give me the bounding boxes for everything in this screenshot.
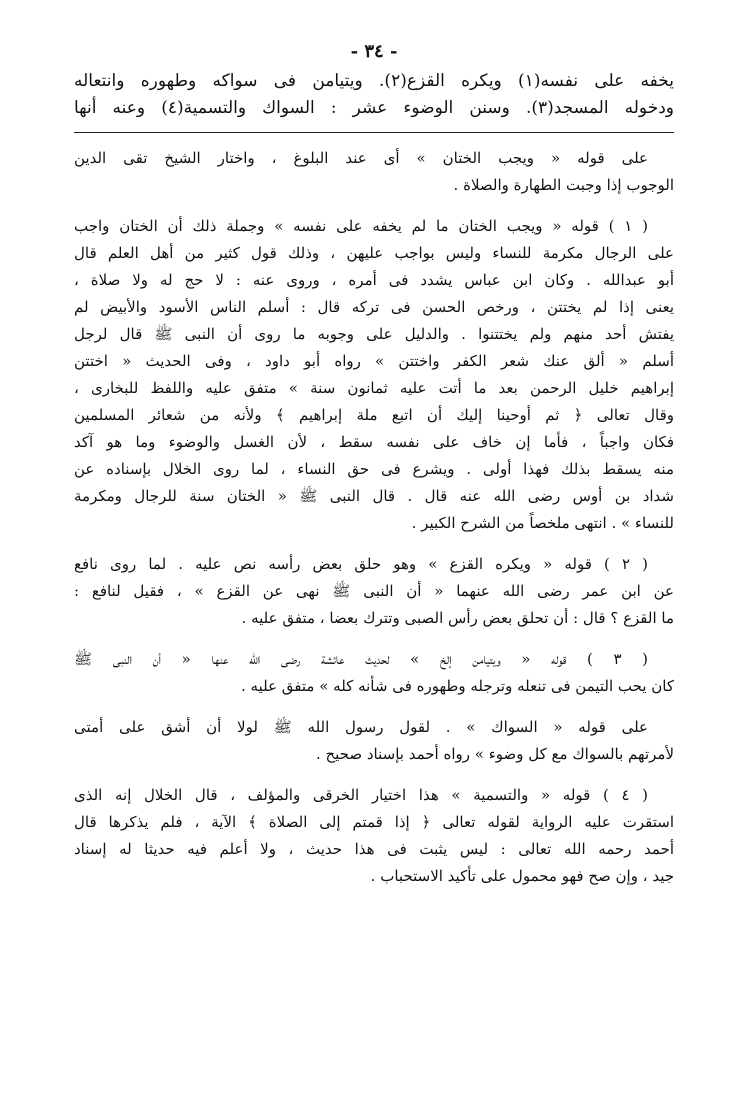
footnote-4 [74,782,674,890]
main-text-line: ودخوله المسجد(٣). وسنن الوضوء عشر : السواك والتسمية(٤) وعنه أنها [74,98,674,118]
footnotes [74,145,674,890]
footnote-line: ( ٣ ) قوله « ويتيامن إلخ » لحديث عائشة رضى الله عنها « أن النبى ﷺ [74,650,648,668]
footnote-2 [74,551,674,632]
footnote-line: ( ٤ ) قوله « والتسمية » هذا اختيار الخرقى والمؤلف ، قال الخلال إنه الذى [74,786,649,804]
footnote-line: على قوله « السواك » . لقول رسول الله ﷺ لولا أن أشق على أمتى [74,718,648,736]
footnote-line: يعنى إذا لم يختتن ، ورخص الحسن فى تركه قال : أسلم الناس الأسود والأبيض لم [74,298,674,316]
footnote-line: ( ١ ) قوله « ويجب الختان ما لم يخفه على نفسه » وجملة ذلك أن الختان واجب [74,217,649,235]
footnote-3 [74,646,674,700]
footnote-line: وقال تعالى ﴿ ثم أوحينا إليك أن اتبع ملة إبراهيم ﴾ ولأنه من شعائر المسلمين [74,406,674,424]
footnote-line: الوجوب إذا وجبت الطهارة والصلاة . [453,176,674,194]
footnote-line: يفتش أحد منهم ولم يختتنوا . والدليل على وجوبه ما روى أن النبى ﷺ قال لرجل [74,325,674,343]
footnote-line: أبو عبدالله . وكان ابن عباس يشدد فى أمره ، وروى عنه : لا حج له ولا صلاة ، [74,271,674,289]
footnote-line: إبراهيم خليل الرحمن بعد ما أتت عليه ثمانون سنة » متفق عليه واللفظ للبخارى ، [74,379,674,397]
footnote-line: منه يسقط بذلك فهذا أولى . ويشرع فى حق النساء ، لما روى الخلال بإسناده عن [74,460,674,478]
main-text [74,68,674,122]
page-number: - ٣٤ - [350,41,398,62]
footnote-gloss-siwak [74,714,674,768]
footnote-line: فكان واجباً ، فأما إن خاف على نفسه سقط ، لأن الغسل والوضوء وما هو آكد [74,433,674,451]
footnote-line: للنساء » . انتهى ملخصاً من الشرح الكبير . [411,514,674,532]
footnote-line: عن ابن عمر رضى الله عنهما « أن النبى ﷺ نهى عن القزع » ، فقيل لنافع : [74,582,674,600]
footnote-line: استقرت عليه الرواية لقوله تعالى ﴿ إذا قمتم إلى الصلاة ﴾ الآية ، فلم يذكرها قال [74,813,674,831]
footnote-line: ما القزع ؟ قال : أن تحلق بعض رأس الصبى وتترك بعضا ، متفق عليه . [241,609,674,627]
footnote-line: أسلم « ألق عنك شعر الكفر واختتن » رواه أبو داود ، وفى الحديث « اختتن [74,352,674,370]
footnote-line: على قوله « ويجب الختان » أى عند البلوغ ، واختار الشيخ تقى الدين [74,149,648,167]
footnote-line: شداد بن أوس رضى الله عنه قال . قال النبى ﷺ « الختان سنة للرجال ومكرمة [74,487,674,505]
main-text-line: يخفه على نفسه(١) ويكره القزع(٢). ويتيامن فى سواكه وطهوره وانتعاله [74,71,674,91]
footnote-1 [74,213,674,537]
footnote-line: على الرجال مكرمة للنساء وليس بواجب عليهن ، وذلك قول كثير من أهل العلم قال [74,244,674,262]
footnote-line: جيد ، وإن صح فهو محمول على تأكيد الاستحباب . [370,867,674,885]
footnote-line: أحمد رحمه الله تعالى : ليس يثبت فى هذا حديث ، ولا أعلم فيه حديثا له إسناد [74,840,674,858]
footnote-line: ( ٢ ) قوله « ويكره القزع » وهو حلق بعض رأسه نص عليه . لما روى نافع [74,555,649,573]
footnote-gloss-circumcision [74,145,674,199]
page [74,38,674,904]
footnote-line: لأمرتهم بالسواك مع كل وضوء » رواه أحمد بإسناد صحيح . [315,745,674,763]
footnote-divider [74,132,674,133]
footnote-line: كان يحب التيمن فى تنعله وترجله وطهوره فى شأنه كله » متفق عليه . [241,677,674,695]
